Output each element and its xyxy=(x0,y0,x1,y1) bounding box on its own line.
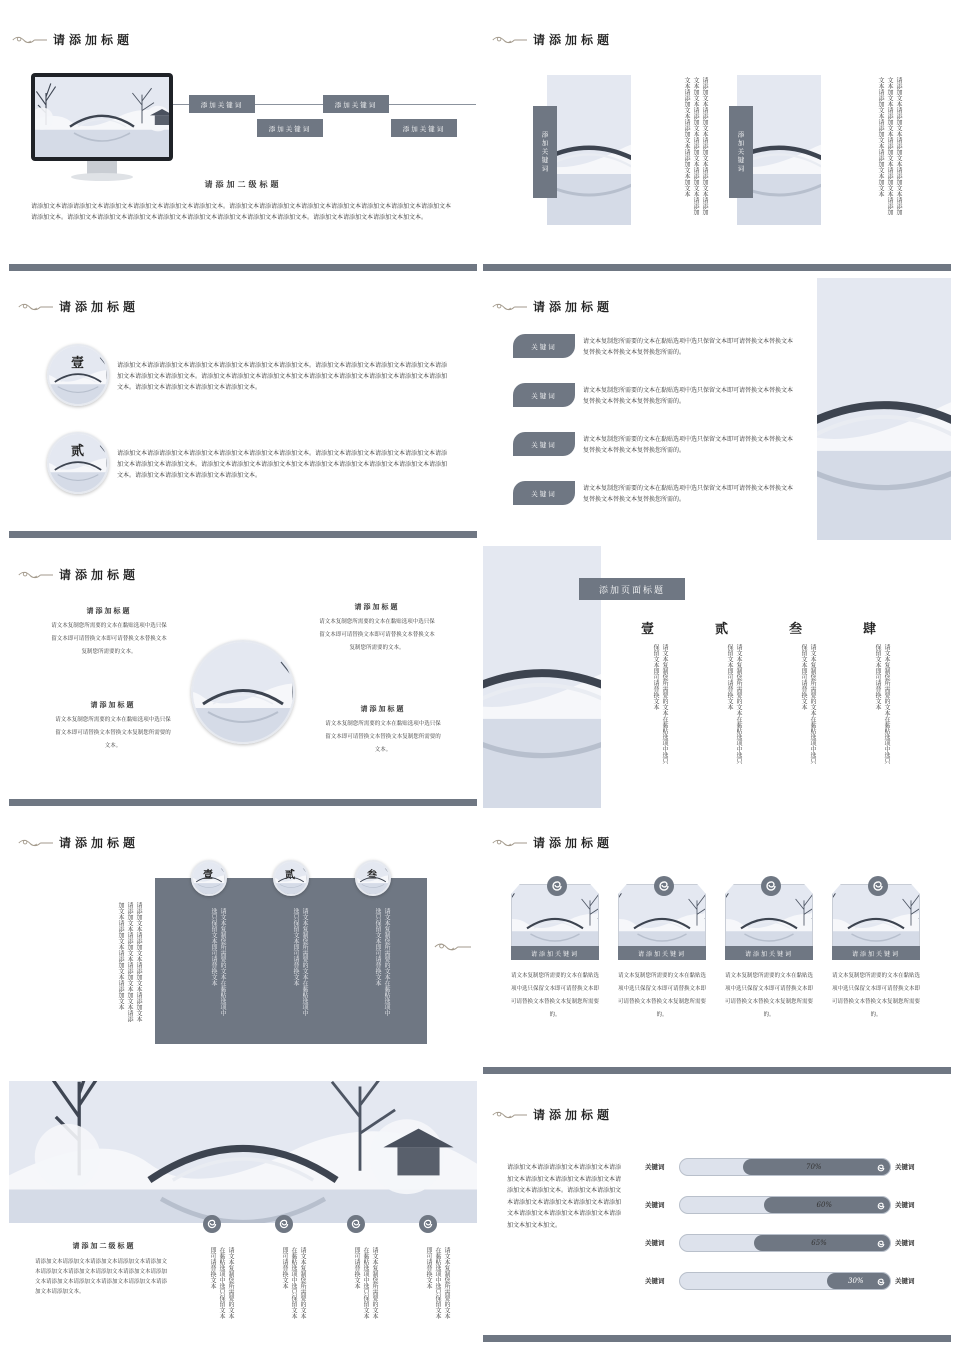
card-text: 请文本复制您所需要的文本在黏贴选项中选只保留文本即可请替换文本即可请替换文本替换文本复制您所需要的。 xyxy=(724,973,813,1018)
slide-title: 请添加标题 xyxy=(17,834,139,851)
item-text: 请文本复制您所需要的文本在黏贴选项中选只保留文本即可请替换文本替换文本复制您所需要的文本。 xyxy=(325,721,441,753)
slide-5 xyxy=(9,556,477,806)
progress-value: 65% xyxy=(811,1239,827,1247)
card-keyword: 请添加关键词 xyxy=(511,946,599,960)
item-text: 请文本复制您所需要的文本在黏贴选项中选只保留文本即可请替换文本替换文本复制您所需要的文本。 xyxy=(55,717,171,749)
card-keyword: 请添加关键词 xyxy=(725,946,813,960)
row-label-right: 关键词 xyxy=(895,1239,915,1247)
swirl-icon xyxy=(761,876,781,896)
swirl-icon xyxy=(874,1199,888,1213)
winter-bridge-image xyxy=(35,77,169,157)
slide-title: 请添加标题 xyxy=(17,566,139,583)
vertical-text: 请文本复制您所需要的文本在黏贴选项中选只保留文本即可请替换文本 xyxy=(281,1247,306,1319)
number-label: 贰 xyxy=(285,870,295,881)
item-heading: 请添加标题 xyxy=(354,602,400,611)
slide-6 xyxy=(483,546,951,808)
keyword-tab: 关键词 xyxy=(513,481,575,505)
number-1: 壹 xyxy=(71,356,85,371)
ornament-icon xyxy=(491,836,527,850)
swirl-icon xyxy=(868,876,888,896)
slide-1 xyxy=(9,21,477,271)
number-label: 叁 xyxy=(367,870,377,881)
slide-title: 请添加标题 xyxy=(491,298,613,315)
item-heading: 请添加标题 xyxy=(86,606,132,615)
item-text: 请文本复制您所需要的文本在黏贴选项中选只保留文本即可请替换文本替换文本复替换文本替换文本复替换您所需的。 xyxy=(583,387,794,405)
swirl-icon xyxy=(654,876,674,896)
item-text: 请文本复制您所需要的文本在黏贴选项中选只保留文本即可请替换文本即可请替换文本替换文本复制您所需要的文本。 xyxy=(319,619,435,651)
slide-title: 请添加标题 xyxy=(491,834,613,851)
card-text: 请文本复制您所需要的文本在黏贴选项中选只保留文本即可请替换文本即可请替换文本替换文本复制您所需要的。 xyxy=(510,973,599,1018)
row-label-right: 关键词 xyxy=(895,1201,915,1209)
progress-value: 70% xyxy=(806,1163,822,1171)
bottom-bar xyxy=(9,799,477,806)
ornament-icon xyxy=(11,33,47,47)
number-heading: 肆 xyxy=(863,622,877,637)
keyword-tab: 关键词 xyxy=(513,383,575,407)
swirl-icon xyxy=(874,1274,888,1288)
swirl-icon xyxy=(874,1160,888,1174)
swirl-icon xyxy=(203,1215,221,1233)
keyword-label-2: 添加关键词 xyxy=(729,106,753,198)
item-text: 请文本复制您所需要的文本在黏贴选项中选只保留文本即可请替换文本替换文本复替换文本替换文本复替换您所需的。 xyxy=(583,436,794,454)
vertical-text: 请文本复制您所需要的文本在黏贴选项中选只保留文本即可请替换文本 xyxy=(800,644,816,764)
vertical-text: 请文本复制您所需要的文本在黏贴选项中选只保留文本即可请替换文本 xyxy=(425,1247,450,1319)
body-text: 请添加文本请添加文本请添加文本请添加文本请添加文本请添加文本请添加文本请添加文本请添加文本请添加文本请添加文本请添加文本请添加文本请添加文本请添加文本请添加文本。 xyxy=(35,1259,168,1295)
vertical-text: 请文本复制您所需要的文本在黏贴选项中选只保留文本即可请替换文本 xyxy=(374,908,390,1016)
progress-bar xyxy=(679,1158,891,1176)
body-text: 请添加文本请添请添加文本请添加文本请添加文本请添加文本请添加文本请添加文本请添加文本请添加文本。请添加文本请添加文本请添加文本请添加文本请添加文本请添加文本请添加文本请添加文本请添加文本请添加文本加文本加文。 xyxy=(507,1164,622,1229)
keyword-tab: 关键词 xyxy=(513,334,575,358)
slide-title: 请添加标题 xyxy=(17,298,139,315)
swirl-icon xyxy=(868,876,888,896)
slide-title: 请添加标题 xyxy=(11,31,133,48)
progress-value: 30% xyxy=(848,1277,864,1285)
ornament-icon xyxy=(491,300,527,314)
vertical-text: 请文本复制您所需要的文本在黏贴选项中选只保留文本即可请替换文本 xyxy=(353,1247,378,1319)
number-2: 贰 xyxy=(71,444,85,459)
swirl-icon xyxy=(874,1237,888,1251)
keyword-box-1: 添加关键词 xyxy=(189,95,255,113)
swirl-icon xyxy=(654,876,674,896)
subtitle: 请添加二级标题 xyxy=(204,179,282,189)
swirl-icon xyxy=(347,1215,365,1233)
progress-bar xyxy=(679,1272,891,1290)
slide-title: 请添加标题 xyxy=(491,1106,613,1123)
vertical-text-2: 请添加文本请添加文本请添加文本请添加文本请添加文本加文本请添加文本请添加文本请添加文本请添加文本请添加文本请添加文本请添加文本加文本 xyxy=(877,77,902,215)
swirl-icon xyxy=(203,1215,221,1233)
keyword-box-3: 添加关键词 xyxy=(323,95,389,113)
row-label-left: 关键词 xyxy=(645,1239,665,1247)
card-text: 请文本复制您所需要的文本在黏贴选项中选只保留文本即可请替换文本即可请替换文本替换文本复制您所需要的。 xyxy=(831,973,920,1018)
ornament-icon xyxy=(491,33,527,47)
bottom-bar xyxy=(9,264,477,271)
slide-2 xyxy=(483,21,951,271)
swirl-icon xyxy=(275,1215,293,1233)
item-heading: 请添加标题 xyxy=(90,700,136,709)
row-label-left: 关键词 xyxy=(645,1277,665,1285)
progress-bar xyxy=(679,1234,891,1252)
progress-bar xyxy=(679,1196,891,1214)
item-text: 请文本复制您所需要的文本在黏贴选项中选只保留文本即可请替换文本即可请替换文本替换文本复制您所需要的文本。 xyxy=(51,623,167,655)
vertical-text: 请文本复制您所需要的文本在黏贴选项中选只保留文本即可请替换文本 xyxy=(652,644,668,764)
slide-4 xyxy=(483,278,951,540)
swirl-icon xyxy=(547,876,567,896)
winter-bridge-banner xyxy=(9,1081,477,1223)
ornament-icon xyxy=(17,836,53,850)
slide-8 xyxy=(483,824,951,1074)
keyword-tab: 关键词 xyxy=(513,432,575,456)
vertical-text: 请文本复制您所需要的文本在黏贴选项中选只保留文本即可请替换文本 xyxy=(726,644,742,764)
vertical-text: 请文本复制您所需要的文本在黏贴选项中选只保留文本即可请替换文本 xyxy=(210,908,226,1016)
bottom-bar xyxy=(483,1335,951,1342)
swirl-icon xyxy=(347,1215,365,1233)
number-heading: 贰 xyxy=(715,622,729,637)
ornament-icon xyxy=(17,300,53,314)
slide-title: 请添加标题 xyxy=(491,31,613,48)
center-circle-image xyxy=(193,642,293,742)
vertical-text: 请文本复制您所需要的文本在黏贴选项中选只保留文本即可请替换文本 xyxy=(209,1247,234,1319)
ornament-icon xyxy=(17,568,53,582)
keyword-box-2: 添加关键词 xyxy=(257,119,323,137)
page-title-box: 添加页面标题 xyxy=(579,578,685,600)
row-label-right: 关键词 xyxy=(895,1163,915,1171)
winter-tree-image xyxy=(547,75,631,225)
vertical-text: 请文本复制您所需要的文本在黏贴选项中选只保留文本即可请替换文本 xyxy=(292,908,308,1016)
row-label-left: 关键词 xyxy=(645,1163,665,1171)
ornament-icon xyxy=(491,1108,527,1122)
text-block-2: 请添加文本请添请添加文本请添加文本请添加文本请添加文本请添加文本。请添加文本请添加文本请添加文本请添加文本请添加文本请添加文本请添加文本。请添加文本请添加文本请添加文本加文本请添加文本请添加文本请添加文本请添加文本请添加文本。请添加文本请添加文本请添加文本请添加文本。 xyxy=(117,450,448,479)
monitor-icon xyxy=(31,73,173,189)
bottom-bar xyxy=(9,531,477,538)
text-block-1: 请添加文本请添请添加文本请添加文本请添加文本请添加文本请添加文本。请添加文本请添加文本请添加文本请添加文本请添加文本请添加文本请添加文本。请添加文本请添加文本请添加文本加文本请添加文本请添加文本请添加文本请添加文本请添加文本。请添加文本请添加文本请添加文本请添加文本。 xyxy=(117,362,448,391)
card-keyword: 请添加关键词 xyxy=(618,946,706,960)
number-heading: 壹 xyxy=(641,622,655,637)
swirl-icon xyxy=(874,1275,888,1289)
keyword-label-1: 添加关键词 xyxy=(533,106,557,198)
bottom-bar xyxy=(483,1067,951,1074)
item-text: 请文本复制您所需要的文本在黏贴选项中选只保留文本即可请替换文本替换文本复替换文本替换文本复替换您所需的。 xyxy=(583,338,794,356)
bottom-bar xyxy=(483,264,951,271)
swirl-icon xyxy=(419,1215,437,1233)
ornament-icon xyxy=(433,940,471,954)
swirl-icon xyxy=(275,1215,293,1233)
vertical-text: 请文本复制您所需要的文本在黏贴选项中选只保留文本即可请替换文本 xyxy=(874,644,890,764)
item-heading: 请添加标题 xyxy=(360,704,406,713)
swirl-icon xyxy=(874,1236,888,1250)
item-text: 请文本复制您所需要的文本在黏贴选项中选只保留文本即可请替换文本替换文本复替换文本替换文本复替换您所需的。 xyxy=(583,485,794,503)
swirl-icon xyxy=(761,876,781,896)
card-text: 请文本复制您所需要的文本在黏贴选项中选只保留文本即可请替换文本即可请替换文本替换文本复制您所需要的。 xyxy=(617,973,706,1018)
row-label-right: 关键词 xyxy=(895,1277,915,1285)
slide-9 xyxy=(9,1081,477,1343)
swirl-icon xyxy=(874,1198,888,1212)
vertical-text-1: 请添加文本请添加文本请添加文本请添加文本请添加文本加文本请添加文本请添加文本请添加文本请添加文本请添加文本请添加文本请添加文本加文本 xyxy=(683,77,708,215)
slide-3 xyxy=(9,288,477,538)
body-text: 请添加文本请添请添加文本请添加文本请添加文本请添加文本请添加文本。请添加文本请添请添加文本请添加文本请添加文本请添加文本请添加文本请添加文本请添加文本。请添加文本请添加文本请添加文本请添加文本请添加文本请添加文本请添加文本请添加文本。请添加文本请添加文本请添加文本加文本。 xyxy=(31,203,452,221)
progress-value: 60% xyxy=(816,1201,833,1209)
winter-bridge-image xyxy=(817,278,951,540)
swirl-icon xyxy=(547,876,567,896)
card-keyword: 请添加关键词 xyxy=(832,946,920,960)
number-heading: 叁 xyxy=(789,622,803,637)
slide-10 xyxy=(483,1092,951,1342)
row-label-left: 关键词 xyxy=(645,1201,665,1209)
swirl-icon xyxy=(419,1215,437,1233)
number-label: 壹 xyxy=(203,870,213,881)
slide-7 xyxy=(9,824,477,1074)
keyword-box-4: 添加关键词 xyxy=(391,119,457,137)
left-vertical-text: 请添加文本请添加文本请添加文本请添加文本请添加文本请添加文本请添加文本加文本请添加文本请添加文本请添加文本请添加文本 xyxy=(117,902,142,1022)
subtitle: 请添加二级标题 xyxy=(72,1241,136,1250)
swirl-icon xyxy=(874,1161,888,1175)
